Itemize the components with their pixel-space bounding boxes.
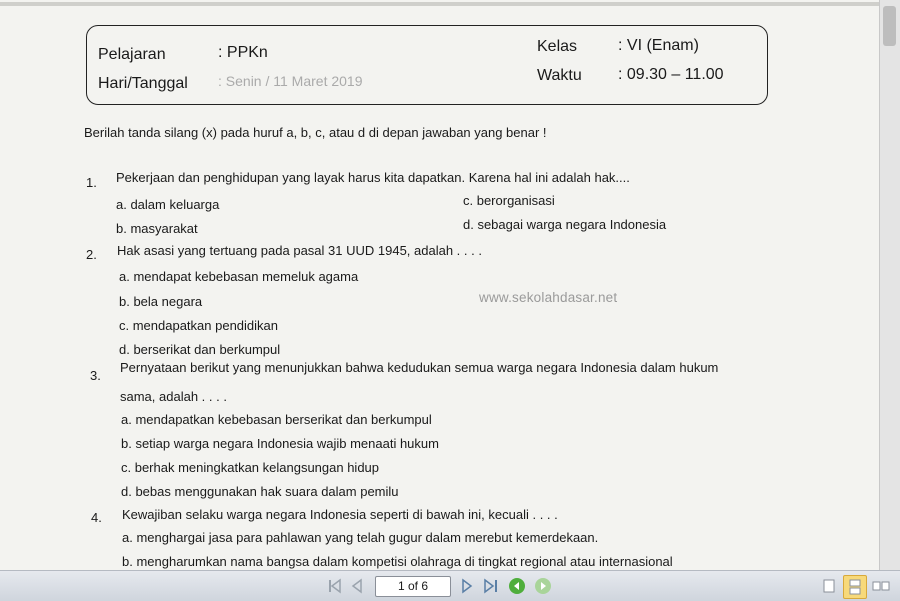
last-page-icon[interactable] (482, 578, 500, 594)
continuous-view-icon[interactable] (843, 575, 867, 599)
question-2-option-a: a. mendapat kebebasan memeluk agama (119, 269, 359, 284)
pelajaran-label: Pelajaran (98, 46, 166, 63)
question-3-number: 3. (90, 368, 101, 383)
question-1-option-c: c. berorganisasi (463, 193, 555, 208)
question-2-option-c: c. mendapatkan pendidikan (119, 318, 279, 333)
question-1-text: Pekerjaan dan penghidupan yang layak harus kita dapatkan. Karena hal ini adalah hak.... (116, 170, 630, 185)
question-2-number: 2. (86, 247, 97, 262)
go-back-icon[interactable] (508, 577, 526, 595)
question-3-option-d: d. bebas menggunakan hak suara dalam pemilu (121, 484, 399, 499)
scrollbar-thumb[interactable] (883, 6, 896, 46)
question-4-option-a: a. menghargai jasa para pahlawan yang telah gugur dalam merebut kemerdekaan. (122, 530, 599, 545)
question-3-text-line1: Pernyataan berikut yang menunjukkan bahwa kedudukan semua warga negara Indonesia dalam hukum (120, 360, 719, 375)
question-3-option-c: c. berhak meningkatkan kelangsungan hidup (121, 460, 380, 475)
page-top-edge (0, 2, 880, 6)
question-1-option-b: b. masyarakat (116, 221, 198, 236)
pdf-navigation-toolbar (0, 570, 900, 601)
tanggal-value: : Senin / 11 Maret 2019 (218, 73, 363, 89)
page-number-field[interactable]: 1 of 6 (375, 576, 451, 597)
waktu-value: : 09.30 – 11.00 (618, 66, 724, 83)
go-forward-icon[interactable] (534, 577, 552, 595)
question-4-text: Kewajiban selaku warga negara Indonesia seperti di bawah ini, kecuali . . . . (122, 507, 558, 522)
instruction: Berilah tanda silang (x) pada huruf a, b, c, atau d di depan jawaban yang benar ! (84, 125, 547, 140)
waktu-label: Waktu (537, 67, 582, 84)
question-2-text: Hak asasi yang tertuang pada pasal 31 UUD 1945, adalah . . . . (117, 243, 482, 258)
facing-pages-view-icon[interactable] (872, 578, 890, 594)
question-3-text-line2: sama, adalah . . . . (120, 389, 227, 404)
previous-page-icon[interactable] (349, 578, 365, 594)
vertical-scrollbar[interactable] (879, 0, 900, 570)
kelas-label: Kelas (537, 38, 578, 55)
question-3-option-a: a. mendapatkan kebebasan berserikat dan berkumpul (121, 412, 432, 427)
single-page-view-icon[interactable] (822, 578, 836, 594)
watermark: www.sekolahdasar.net (479, 290, 618, 305)
question-3-option-b: b. setiap warga negara Indonesia wajib menaati hukum (121, 436, 439, 451)
question-2-option-b: b. bela negara (119, 294, 203, 309)
tanggal-label: Hari/Tanggal (98, 75, 188, 92)
question-4-option-b: b. mengharumkan nama bangsa dalam kompetisi olahraga di tingkat regional atau internasional (122, 554, 673, 569)
first-page-icon[interactable] (327, 578, 343, 594)
kelas-value: : VI (Enam) (618, 37, 699, 54)
question-4-number: 4. (91, 510, 102, 525)
question-1-number: 1. (86, 175, 97, 190)
question-1-option-a: a. dalam keluarga (116, 197, 220, 212)
question-2-option-d: d. berserikat dan berkumpul (119, 342, 281, 357)
pelajaran-value: : PPKn (218, 44, 268, 61)
next-page-icon[interactable] (459, 578, 475, 594)
question-1-option-d: d. sebagai warga negara Indonesia (463, 217, 667, 232)
